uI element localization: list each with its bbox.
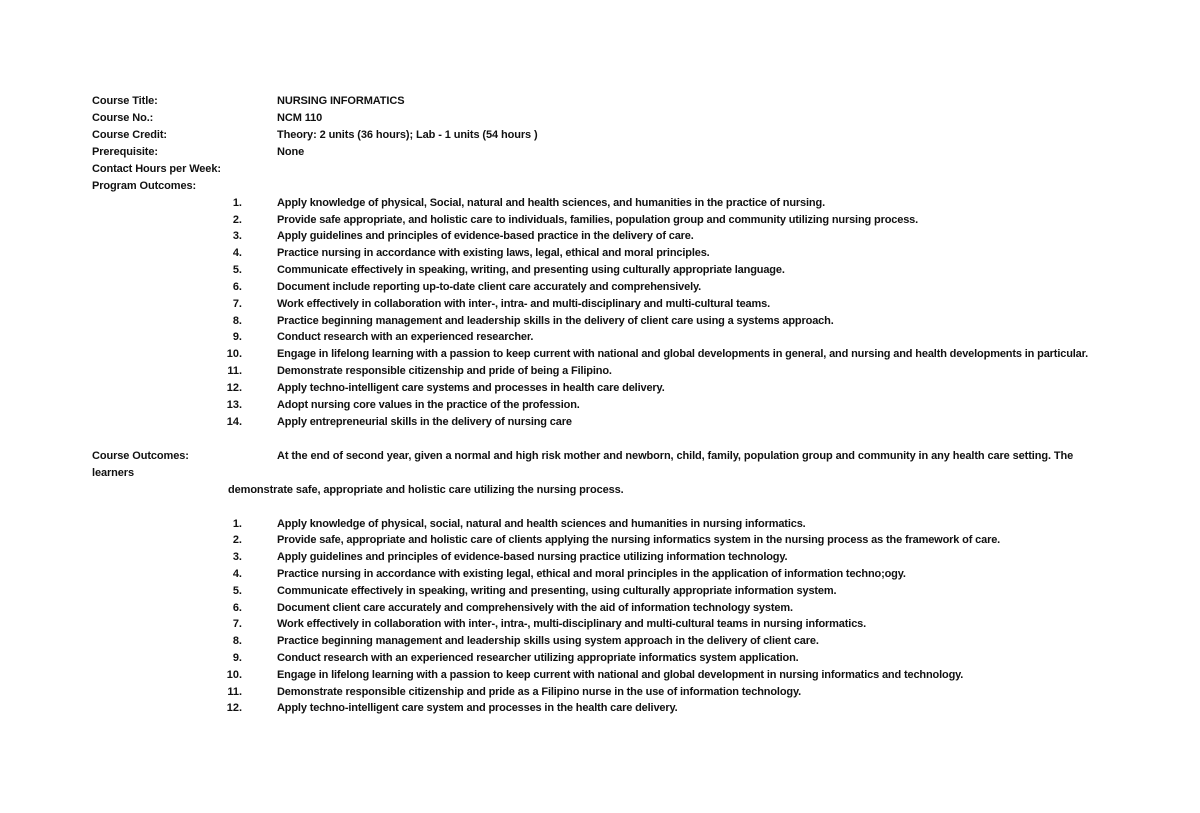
list-item-number: 8.: [232, 315, 242, 327]
list-item-number: 11.: [227, 365, 242, 377]
course-title-label: Course Title:: [92, 95, 158, 107]
list-item-number: 12.: [226, 702, 242, 714]
list-item-number: 9.: [232, 331, 242, 343]
list-item-number: 6.: [232, 602, 242, 614]
list-item-number: 6.: [232, 281, 242, 293]
list-item-text: Practice nursing in accordance with existing laws, legal, ethical and moral principles.: [277, 247, 710, 259]
list-item-text: Engage in lifelong learning with a passion to keep current with national and global developments in general, and nursing and health developments in particular.: [277, 348, 1089, 360]
list-item-text: Demonstrate responsible citizenship and pride as a Filipino nurse in the use of information technology.: [277, 686, 802, 698]
list-item-number: 7.: [232, 298, 242, 310]
list-item-number: 10.: [226, 348, 242, 360]
course-no-value: NCM 110: [277, 112, 323, 124]
list-item-number: 2.: [232, 534, 242, 546]
list-item-number: 8.: [232, 635, 242, 647]
list-item-number: 3.: [232, 551, 242, 563]
list-item-text: Apply guidelines and principles of evidence-based practice in the delivery of care.: [277, 230, 694, 242]
list-item-text: Conduct research with an experienced researcher.: [277, 331, 534, 343]
course-credit-value: Theory: 2 units (36 hours); Lab - 1 units (54 hours ): [277, 129, 538, 141]
list-item-number: 12.: [226, 382, 242, 394]
course-outcomes-intro: At the end of second year, given a normal and high risk mother and newborn, child, family, population group and community in any health care setting. The: [277, 450, 1074, 462]
prerequisite-value: None: [277, 146, 305, 158]
list-item-text: Communicate effectively in speaking, writing and presenting, using culturally appropriate information system.: [277, 585, 837, 597]
program-outcomes-label: Program Outcomes:: [92, 180, 197, 192]
list-item-text: Apply guidelines and principles of evidence-based nursing practice utilizing information technology.: [277, 551, 788, 563]
list-item-text: Provide safe, appropriate and holistic care of clients applying the nursing informatics system in the nursing process as the framework of care.: [277, 534, 1001, 546]
list-item-number: 1.: [232, 197, 242, 209]
list-item-text: Apply techno-intelligent care system and processes in the health care delivery.: [277, 702, 678, 714]
list-item-number: 2.: [232, 214, 242, 226]
list-item-number: 3.: [232, 230, 242, 242]
list-item-text: Document client care accurately and comprehensively with the aid of information technology system.: [277, 602, 793, 614]
list-item-text: Apply knowledge of physical, social, natural and health sciences and humanities in nursing informatics.: [277, 518, 806, 530]
list-item-number: 4.: [232, 568, 242, 580]
list-item-text: Communicate effectively in speaking, writing, and presenting using culturally appropriate language.: [277, 264, 785, 276]
list-item-number: 5.: [232, 585, 242, 597]
contact-hours-label: Contact Hours per Week:: [92, 163, 221, 175]
list-item-text: Adopt nursing core values in the practice of the profession.: [277, 399, 580, 411]
list-item-text: Practice beginning management and leadership skills using system approach in the delivery of client care.: [277, 635, 819, 647]
list-item-text: Apply techno-intelligent care systems and processes in health care delivery.: [277, 382, 665, 394]
list-item-number: 13.: [226, 399, 242, 411]
list-item-text: Practice nursing in accordance with existing legal, ethical and moral principles in the application of information techno;ogy.: [277, 568, 906, 580]
list-item-number: 4.: [232, 247, 242, 259]
list-item-number: 5.: [232, 264, 242, 276]
list-item-text: Work effectively in collaboration with inter-, intra- and multi-disciplinary and multi-cultural teams.: [277, 298, 771, 310]
list-item-text: Conduct research with an experienced researcher utilizing appropriate informatics system application.: [277, 652, 799, 664]
list-item-number: 1.: [232, 518, 242, 530]
list-item-text: Work effectively in collaboration with inter-, intra-, multi-disciplinary and multi-cultural teams in nursing informatics.: [277, 618, 867, 630]
list-item-text: Demonstrate responsible citizenship and pride of being a Filipino.: [277, 365, 612, 377]
list-item-text: Document include reporting up-to-date client care accurately and comprehensively.: [277, 281, 702, 293]
course-outcomes-label: Course Outcomes:: [92, 450, 189, 462]
list-item-number: 11.: [227, 686, 242, 698]
list-item-text: Apply knowledge of physical, Social, natural and health sciences, and humanities in the practice of nursing.: [277, 197, 825, 209]
course-title-value: NURSING INFORMATICS: [277, 95, 405, 107]
course-credit-label: Course Credit:: [92, 129, 167, 141]
list-item-number: 9.: [232, 652, 242, 664]
list-item-number: 7.: [232, 618, 242, 630]
list-item-number: 10.: [226, 669, 242, 681]
list-item-text: Engage in lifelong learning with a passion to keep current with national and global development in nursing informatics and technology.: [277, 669, 964, 681]
list-item-number: 14.: [226, 416, 242, 428]
course-outcomes-continuation: demonstrate safe, appropriate and holistic care utilizing the nursing process.: [228, 484, 624, 496]
list-item-text: Provide safe appropriate, and holistic care to individuals, families, population group and community utilizing nursing process.: [277, 214, 919, 226]
course-no-label: Course No.:: [92, 112, 154, 124]
prerequisite-label: Prerequisite:: [92, 146, 158, 158]
course-outcomes-learners: learners: [92, 467, 135, 479]
list-item-text: Apply entrepreneurial skills in the delivery of nursing care: [277, 416, 572, 428]
list-item-text: Practice beginning management and leadership skills in the delivery of client care using a systems approach.: [277, 315, 834, 327]
